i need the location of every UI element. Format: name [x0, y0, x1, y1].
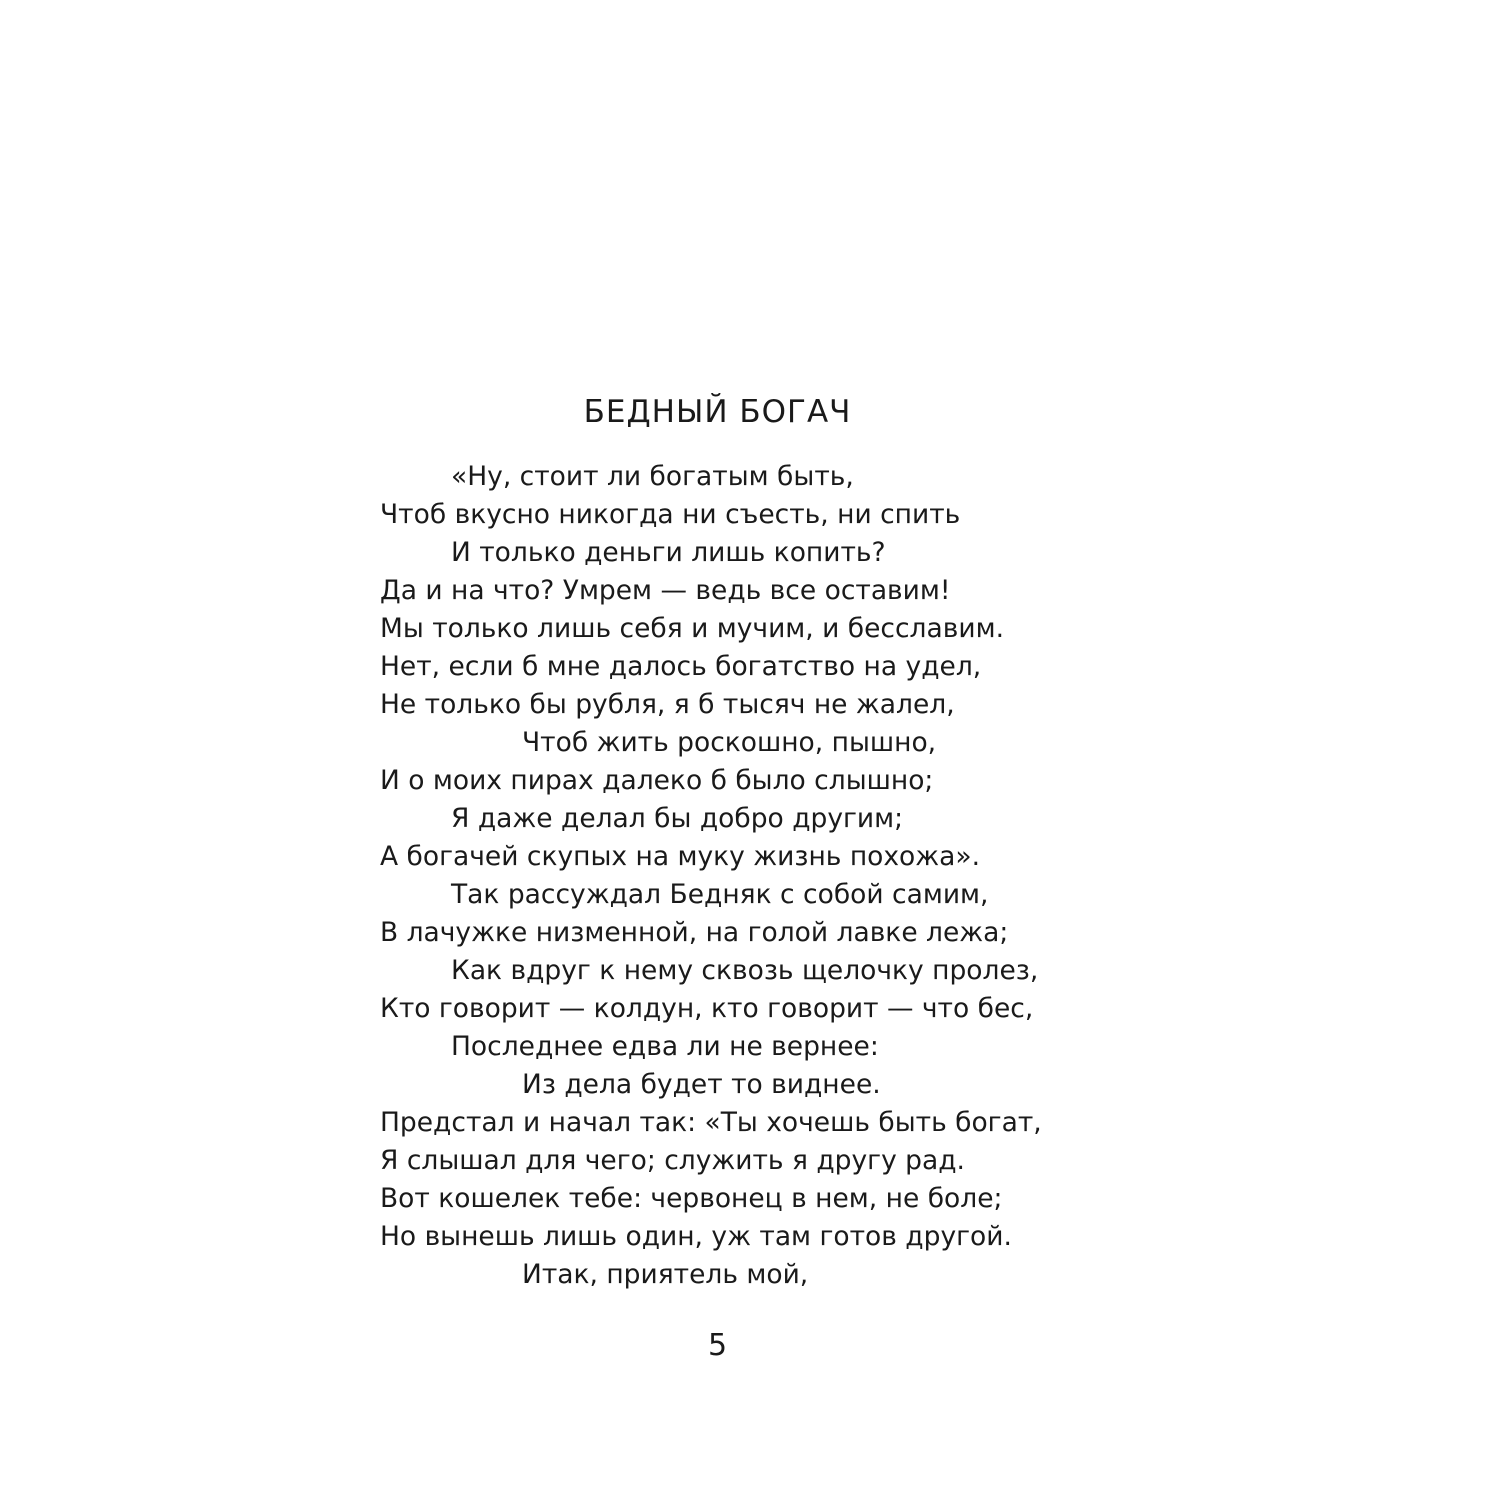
poem-line: И только деньги лишь копить?: [451, 537, 886, 568]
poem-line: В лачужке низменной, на голой лавке лежа;: [380, 917, 1009, 948]
poem-line: Да и на что? Умрем — ведь все оставим!: [380, 575, 951, 606]
poem-line: Предстал и начал так: «Ты хочешь быть богат,: [380, 1107, 1042, 1138]
poem-line: Как вдруг к нему сквозь щелочку пролез,: [451, 955, 1039, 986]
poem-line: Не только бы рубля, я б тысяч не жалел,: [380, 689, 955, 720]
poem-title: БЕДНЫЙ БОГАЧ: [583, 394, 852, 430]
poem-line: Но вынешь лишь один, уж там готов другой.: [380, 1221, 1012, 1252]
page-number: 5: [707, 1328, 728, 1363]
poem-line: Чтоб жить роскошно, пышно,: [522, 727, 937, 758]
poem-line: Я слышал для чего; служить я другу рад.: [380, 1145, 965, 1176]
poem-line: Я даже делал бы добро другим;: [451, 803, 904, 834]
poem-line: Чтоб вкусно никогда ни съесть, ни спить: [380, 499, 961, 530]
poem-line: Мы только лишь себя и мучим, и бесславим.: [380, 613, 1004, 644]
poem-line: Последнее едва ли не вернее:: [451, 1031, 879, 1062]
poem-line: А богачей скупых на муку жизнь похожа».: [380, 841, 981, 872]
poem-text: [380, 458, 1380, 1294]
poem-line: Кто говорит — колдун, кто говорит — что бес,: [380, 993, 1034, 1024]
poem-line: Из дела будет то виднее.: [522, 1069, 881, 1100]
poem-line: Так рассуждал Бедняк с собой самим,: [451, 879, 989, 910]
poem-line: И о моих пирах далеко б было слышно;: [380, 765, 934, 796]
poem-line: Нет, если б мне далось богатство на удел,: [380, 651, 982, 682]
poem-line: «Ну, стоит ли богатым быть,: [451, 461, 854, 492]
poem-line: Итак, приятель мой,: [522, 1259, 809, 1290]
poem-line: Вот кошелек тебе: червонец в нем, не боле;: [380, 1183, 1003, 1214]
